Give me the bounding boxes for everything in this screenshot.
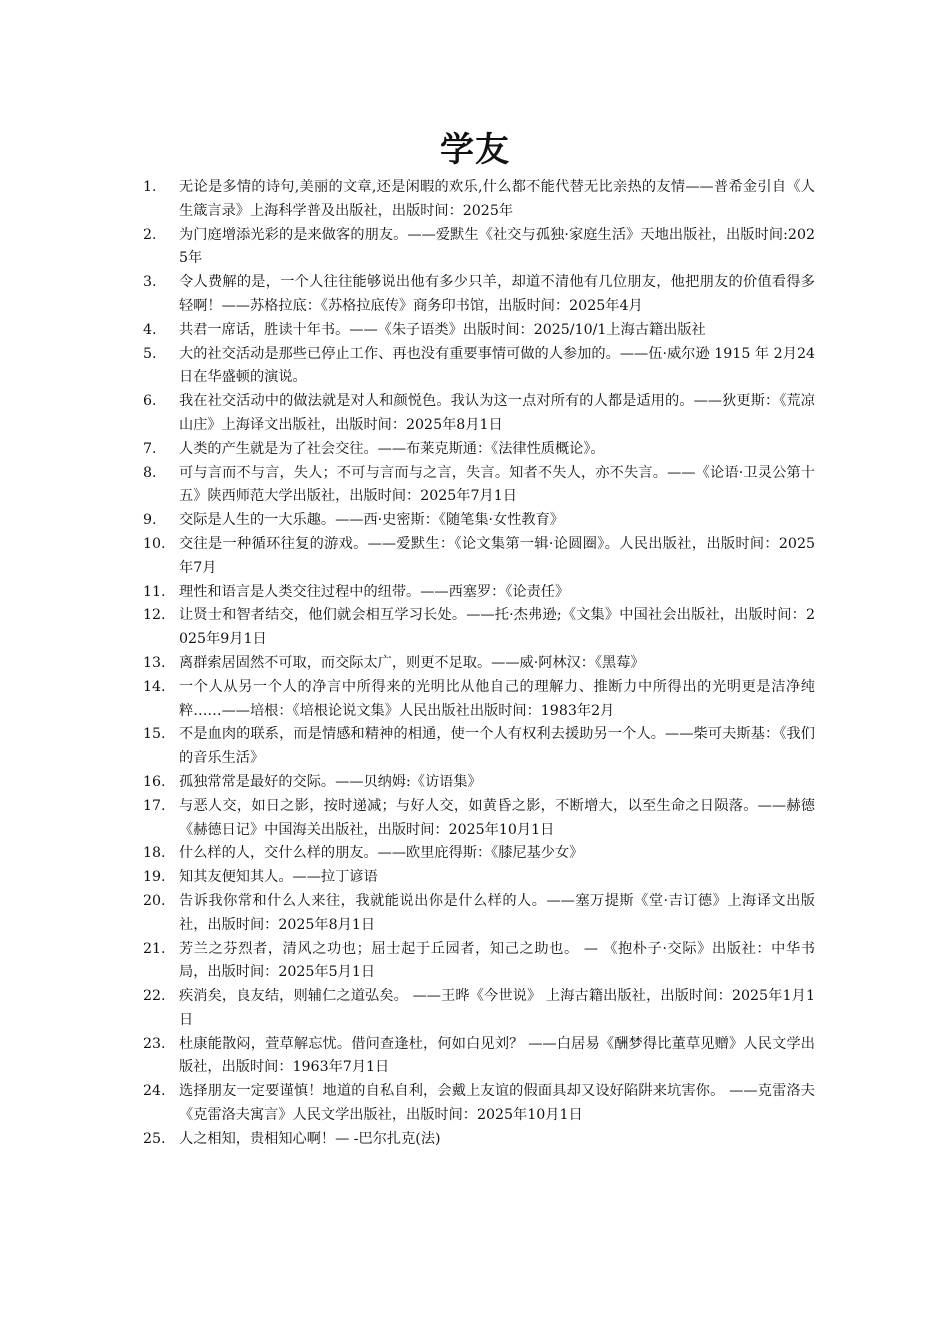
quote-item bbox=[143, 390, 815, 438]
quote-number: 16. bbox=[143, 773, 166, 790]
quote-item bbox=[143, 224, 815, 272]
quote-number: 22. bbox=[143, 988, 166, 1005]
quote-text: 大的社交活动是那些已停止工作、再也没有重要事情可做的人参加的。——伍·威尔逊 1915 年 2月24日在华盛顿的演说。 bbox=[179, 345, 815, 386]
quote-item bbox=[143, 771, 815, 795]
quote-item bbox=[143, 1033, 815, 1081]
quote-number: 21. bbox=[143, 940, 166, 957]
quote-list bbox=[143, 176, 815, 1152]
quote-text: 与恶人交，如日之影，按时递减；与好人交，如黄昏之影，不断增大，以至生命之日陨落。——赫德《赫德日记》中国海关出版社，出版时间：2025年10月1日 bbox=[179, 797, 815, 838]
quote-number: 5. bbox=[143, 345, 157, 362]
quote-text: 无论是多情的诗句,美丽的文章,还是闲暇的欢乐,什么都不能代替无比亲热的友情——普希金引自《人生箴言录》上海科学普及出版社，出版时间：2025年 bbox=[179, 179, 815, 219]
quote-text: 人之相知，贵相知心啊！— -巴尔扎克(法) bbox=[179, 1130, 441, 1147]
quote-text: 让贤士和智者结交，他们就会相互学习长处。——托·杰弗逊;《文集》中国社会出版社，出版时间：2025年9月1日 bbox=[179, 607, 815, 648]
quote-item bbox=[143, 509, 815, 533]
quote-text: 不是血肉的联系，而是情感和精神的相通，使一个人有权利去援助另一个人。——柴可夫斯基：《我们的音乐生活》 bbox=[179, 726, 815, 767]
quote-item bbox=[143, 890, 815, 938]
quote-item bbox=[143, 462, 815, 510]
quote-text: 交际是人生的一大乐趣。——西·史密斯：《随笔集·女性教育》 bbox=[179, 512, 564, 529]
quote-number: 18. bbox=[143, 845, 166, 862]
quote-number: 14. bbox=[143, 678, 166, 695]
page-title: 学友 bbox=[440, 130, 510, 170]
quote-item bbox=[143, 676, 815, 724]
quote-item bbox=[143, 985, 815, 1033]
quote-number: 6. bbox=[143, 393, 157, 410]
quote-item bbox=[143, 652, 815, 676]
quote-item bbox=[143, 938, 815, 986]
quote-text: 人类的产生就是为了社会交往。——布莱克斯通：《法律性质概论》。 bbox=[179, 440, 605, 457]
quote-item bbox=[143, 795, 815, 843]
quote-item bbox=[143, 581, 815, 605]
quote-item bbox=[143, 1080, 815, 1128]
quote-item bbox=[143, 842, 815, 866]
quote-number: 9. bbox=[143, 512, 157, 529]
quote-number: 25. bbox=[143, 1130, 166, 1147]
quote-number: 3. bbox=[143, 274, 157, 291]
quote-text: 共君一席话，胜读十年书。——《朱子语类》出版时间：2025/10/1上海古籍出版社 bbox=[179, 321, 706, 338]
quote-text: 为门庭增添光彩的是来做客的朋友。——爱默生《社交与孤独·家庭生活》天地出版社，出版时间:2025年 bbox=[179, 226, 815, 267]
quote-text: 交往是一种循环往复的游戏。——爱默生：《论文集第一辑·论圆圈》。人民出版社，出版时间：2025年7月 bbox=[179, 535, 815, 576]
quote-number: 2. bbox=[143, 226, 157, 243]
quote-number: 20. bbox=[143, 892, 166, 909]
quote-text: 一个人从另一个人的净言中所得来的光明比从他自己的理解力、推断力中所得出的光明更是洁净纯粹……——培根：《培根论说文集》人民出版社出版时间：1983年2月 bbox=[179, 678, 815, 719]
quote-item bbox=[143, 604, 815, 652]
quote-number: 11. bbox=[143, 583, 166, 600]
quote-text: 我在社交活动中的做法就是对人和颜悦色。我认为这一点对所有的人都是适用的。——狄更斯：《荒凉山庄》上海译文出版社，出版时间：2025年8月1日 bbox=[179, 393, 815, 433]
quote-text: 疾消矣，良友结，则辅仁之道弘矣。 ——王晔《今世说》 上海古籍出版社，出版时间：2025年1月1日 bbox=[179, 988, 815, 1028]
quote-number: 4. bbox=[143, 321, 157, 338]
quote-number: 17. bbox=[143, 797, 166, 814]
quote-item bbox=[143, 271, 815, 319]
quote-number: 7. bbox=[143, 440, 157, 457]
quote-number: 15. bbox=[143, 726, 166, 743]
quote-text: 知其友便知其人。——拉丁谚语 bbox=[179, 869, 378, 886]
quote-text: 杜康能散闷，萱草解忘忧。借问查逢杜，何如白见刘？ ——白居易《酬梦得比董草见赠》人民文学出版社，出版时间：1963年7月1日 bbox=[179, 1035, 815, 1076]
quote-number: 1. bbox=[143, 179, 157, 195]
quote-text: 芳兰之芬烈者，清风之功也；屈士起于丘园者，知己之助也。 — 《抱朴子·交际》出版社：中华书局，出版时间：2025年5月1日 bbox=[179, 940, 815, 981]
quote-item bbox=[143, 343, 815, 391]
quote-text: 理性和语言是人类交往过程中的纽带。——西塞罗：《论责任》 bbox=[179, 583, 570, 600]
quote-item bbox=[143, 723, 815, 771]
quote-text: 告诉我你常和什么人来往，我就能说出你是什么样的人。——塞万提斯《堂·吉订德》上海译文出版社，出版时间：2025年8月1日 bbox=[179, 892, 815, 933]
quote-text: 离群索居固然不可取，而交际太广，则更不足取。——威·阿林汉：《黑莓》 bbox=[179, 654, 645, 671]
quote-text: 令人费解的是，一个人往往能够说出他有多少只羊，却道不清他有几位朋友，他把朋友的价值看得多轻啊！——苏格拉底：《苏格拉底传》商务印书馆，出版时间：2025年4月 bbox=[179, 274, 815, 314]
quote-number: 8. bbox=[143, 464, 157, 481]
quote-item bbox=[143, 1128, 815, 1152]
quote-number: 23. bbox=[143, 1035, 166, 1052]
quote-text: 什么样的人，交什么样的朋友。——欧里庇得斯：《膝尼基少女》 bbox=[179, 845, 584, 862]
quote-text: 选择朋友一定要谨慎！地道的自私自利，会戴上友谊的假面具却又设好陷阱来坑害你。 ——克雷洛夫《克雷洛夫寓言》人民文学出版社，出版时间：2025年10月1日 bbox=[179, 1083, 815, 1124]
quote-number: 12. bbox=[143, 607, 166, 624]
quote-item bbox=[143, 866, 815, 890]
quote-number: 24. bbox=[143, 1083, 166, 1100]
quote-item bbox=[143, 176, 815, 224]
quote-text: 孤独常常是最好的交际。——贝纳姆:《访语集》 bbox=[179, 773, 482, 790]
quote-item bbox=[143, 438, 815, 462]
quote-number: 10. bbox=[143, 535, 166, 552]
quote-text: 可与言而不与言，失人；不可与言而与之言，失言。知者不失人，亦不失言。——《论语·卫灵公第十五》陕西师范大学出版社，出版时间：2025年7月1日 bbox=[179, 464, 815, 505]
quote-number: 19. bbox=[143, 869, 166, 886]
quote-number: 13. bbox=[143, 654, 166, 671]
quote-item bbox=[143, 319, 815, 343]
quote-item bbox=[143, 533, 815, 581]
